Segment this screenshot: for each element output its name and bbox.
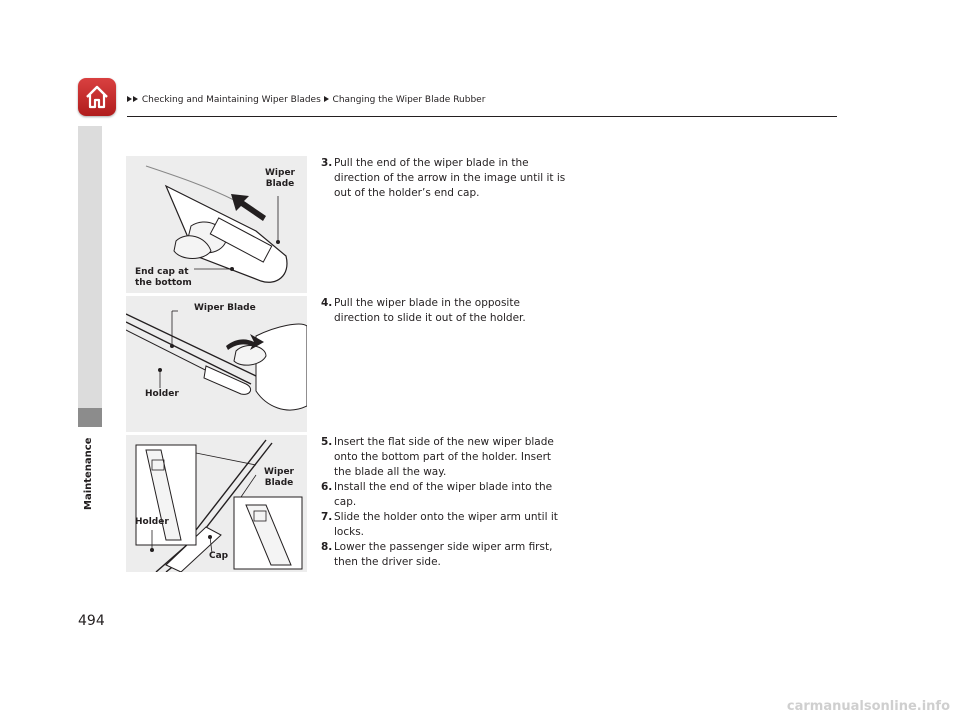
step-number: 8. [321, 541, 333, 553]
step-text: Install the end of the wiper blade into the cap. [334, 481, 553, 508]
callout-cap: Cap [209, 551, 229, 561]
figure-remove-end-cap [126, 156, 307, 293]
steps-5-to-8 [321, 435, 566, 570]
breadcrumb-arrow-icon [324, 96, 329, 102]
step-text: Pull the wiper blade in the opposite direction to slide it out of the holder. [334, 297, 526, 324]
step-5 [321, 435, 566, 480]
breadcrumb-current: Changing the Wiper Blade Rubber [332, 95, 486, 105]
breadcrumb-link-section[interactable]: Checking and Maintaining Wiper Blades [141, 95, 321, 105]
callout-wiper-blade: Wiper Blade [265, 168, 295, 189]
figure-install-new-blade [126, 435, 307, 572]
wiper-holder-illustration [126, 296, 307, 432]
step-7 [321, 510, 566, 540]
step-text: Insert the flat side of the new wiper blade onto the bottom part of the holder. Insert the blade all the way. [334, 436, 554, 478]
breadcrumb [127, 95, 485, 105]
breadcrumb-arrow-icon [133, 96, 138, 102]
watermark: carmanualsonline.info [786, 699, 950, 714]
callout-holder: Holder [145, 389, 179, 399]
callout-holder: Holder [135, 517, 169, 527]
step-number: 4. [321, 297, 333, 309]
step-6 [321, 480, 566, 510]
callout-wiper-blade: Wiper Blade [264, 467, 294, 488]
step-text: Lower the passenger side wiper arm first, then the driver side. [334, 541, 553, 568]
step-number: 6. [321, 481, 333, 493]
step-8 [321, 540, 566, 570]
home-icon [83, 83, 111, 111]
figure-slide-out-holder [126, 296, 307, 432]
step-number: 7. [321, 511, 333, 523]
sidebar-tab-block [78, 126, 102, 427]
page-number: 494 [78, 613, 105, 629]
step-text: Slide the holder onto the wiper arm until it locks. [334, 511, 558, 538]
breadcrumb-arrow-icon [127, 96, 132, 102]
callout-end-cap: End cap at the bottom [135, 267, 192, 288]
step-number: 5. [321, 436, 333, 448]
callout-wiper-blade: Wiper Blade [194, 303, 256, 313]
sidebar-section-label[interactable]: Maintenance [83, 437, 94, 510]
sidebar-tab-marker [78, 408, 102, 427]
step-number: 3. [321, 157, 333, 169]
step-4 [321, 296, 566, 326]
home-button[interactable] [78, 78, 116, 116]
step-3 [321, 156, 566, 201]
header-rule [127, 116, 837, 117]
step-text: Pull the end of the wiper blade in the direction of the arrow in the image until it is out of the holder’s end cap. [334, 157, 566, 199]
